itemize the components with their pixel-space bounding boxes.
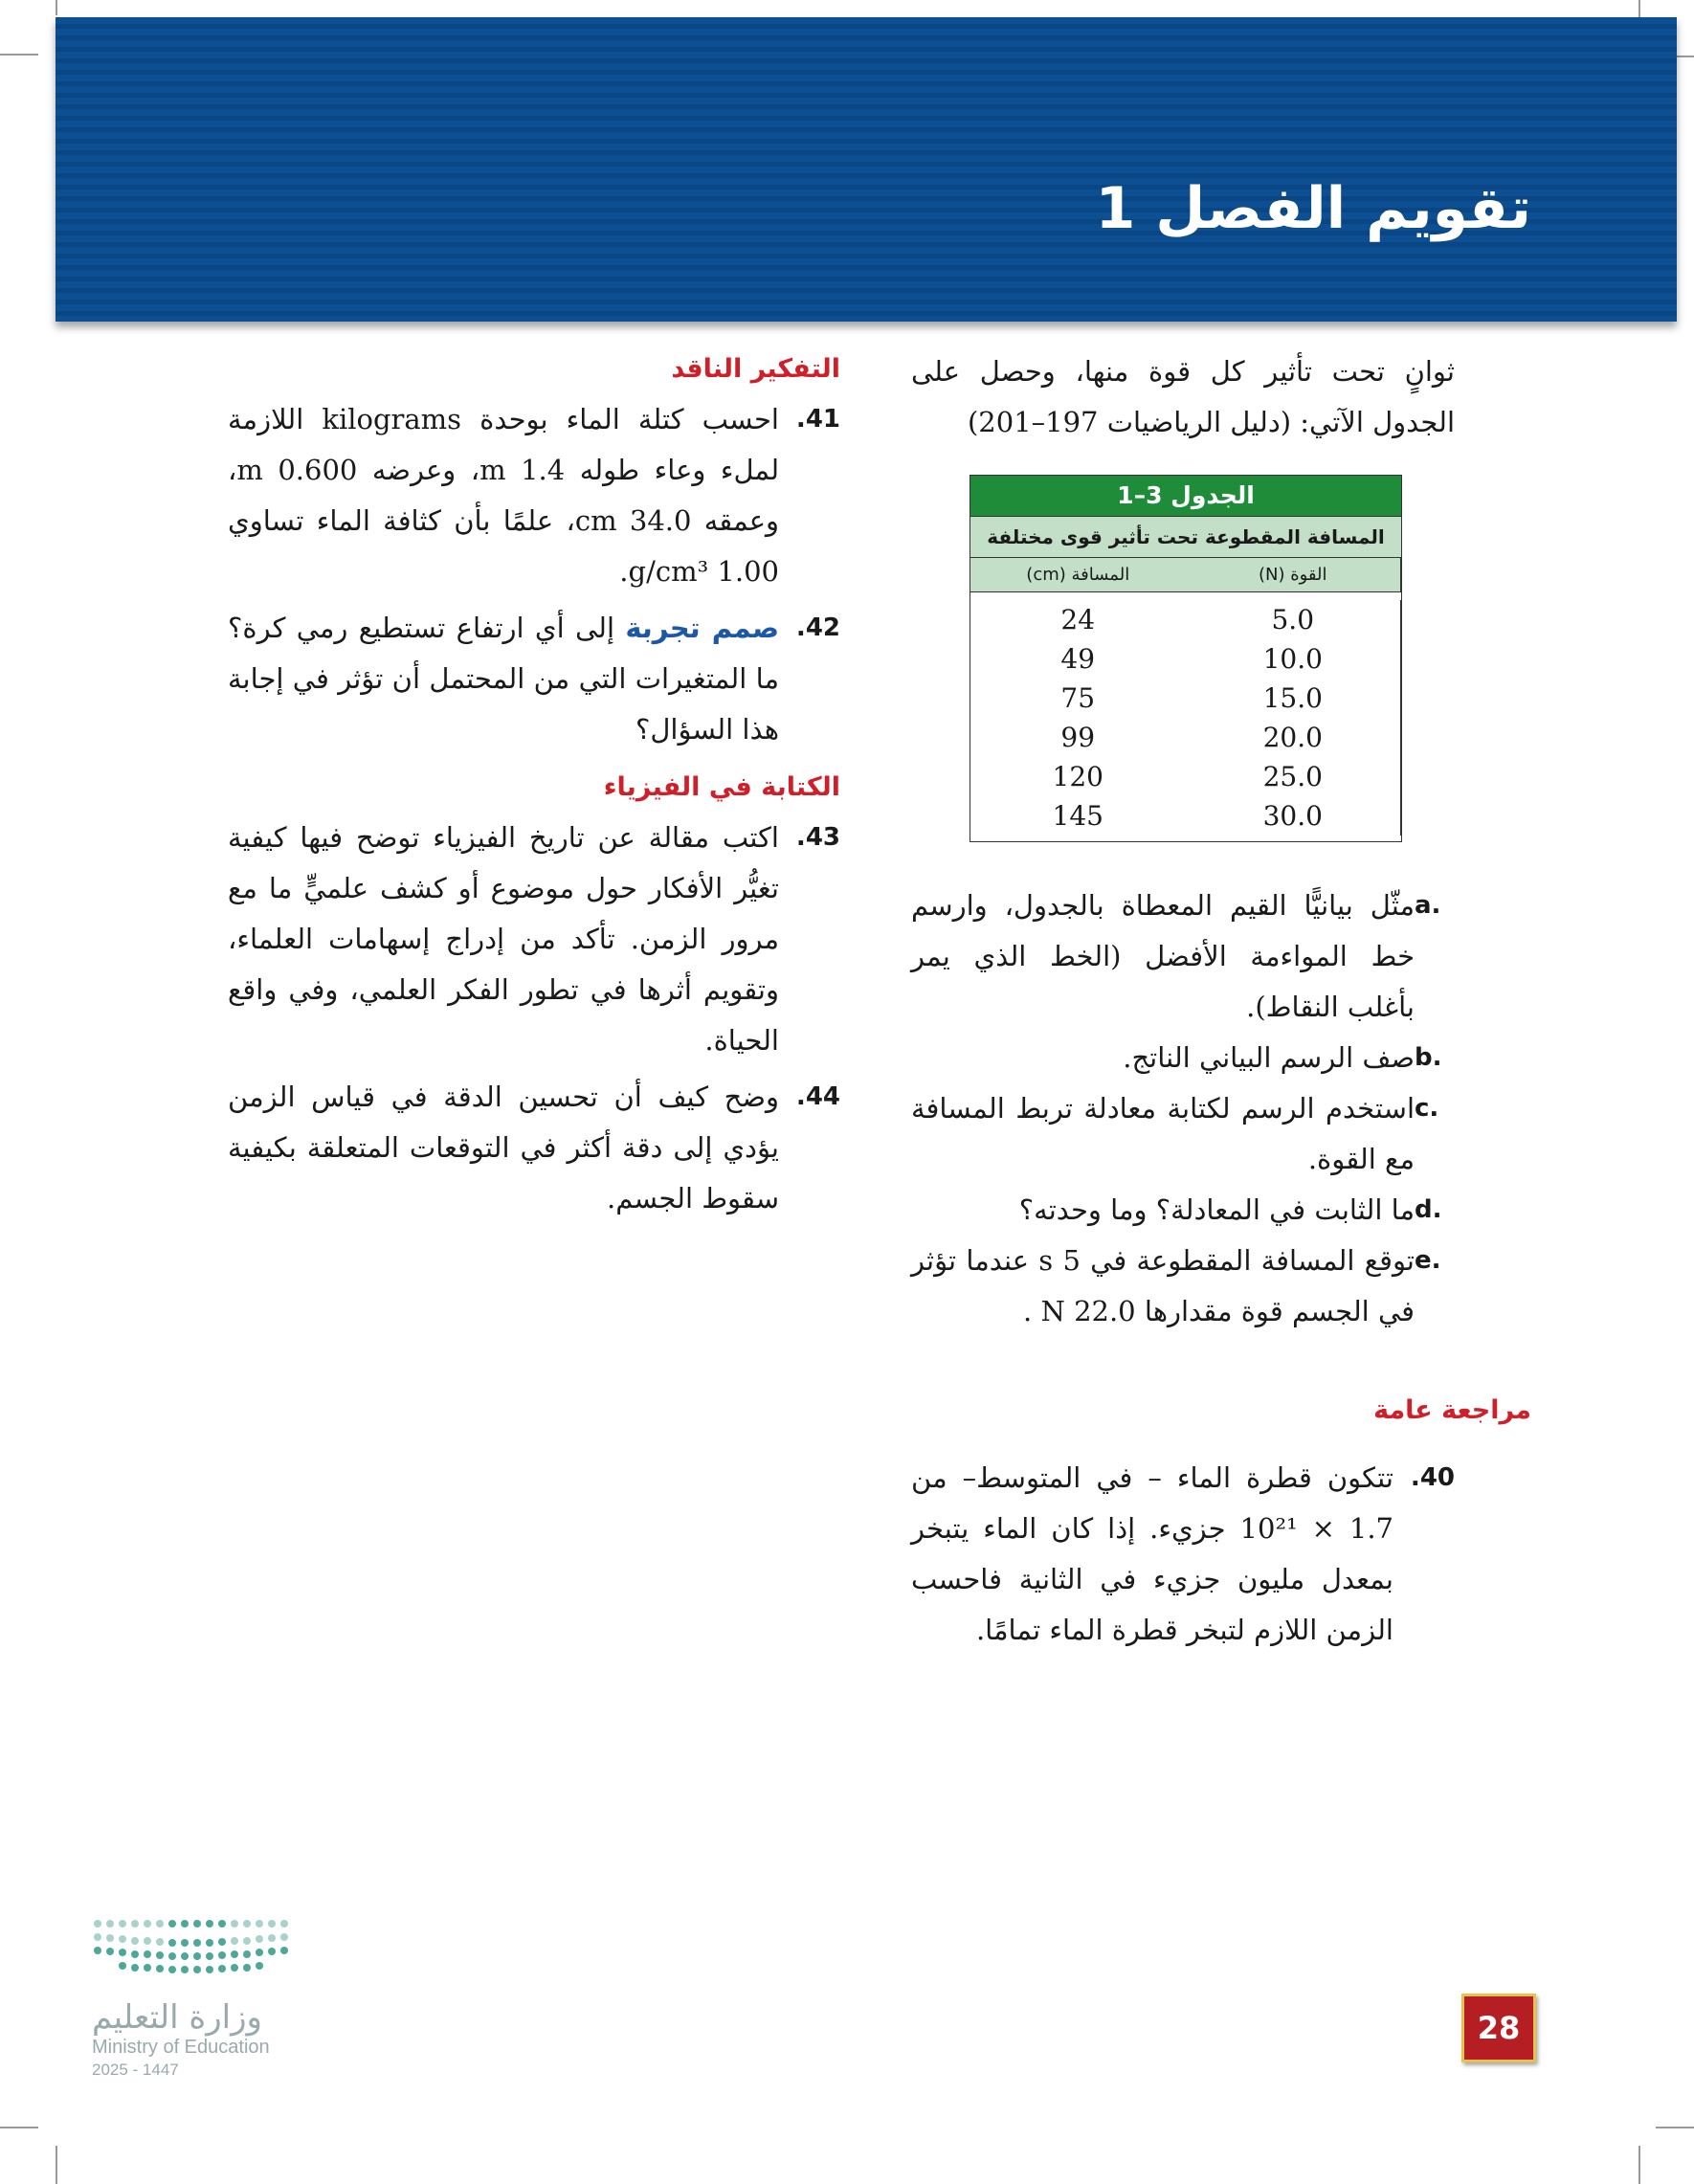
logo-dot <box>168 1920 176 1928</box>
table-cell: 49 <box>1060 643 1096 675</box>
question-40 <box>911 1453 1455 1656</box>
logo-dot <box>156 1951 164 1959</box>
logo-dot <box>280 1933 288 1941</box>
logo-dot <box>181 1939 189 1947</box>
logo-dot <box>131 1950 139 1958</box>
logo-dot <box>256 1935 263 1943</box>
logo-dot <box>144 1964 151 1972</box>
logo-dot <box>181 1920 189 1928</box>
table-header-force: القوة (N) <box>1186 558 1402 591</box>
logo-dot <box>280 1920 288 1928</box>
logo-dot <box>119 1935 126 1943</box>
left-column <box>228 348 840 1224</box>
part-label: d. <box>1415 1195 1442 1224</box>
logo-dot <box>193 1939 201 1947</box>
crop-mark <box>0 2127 38 2128</box>
design-experiment-label: صمم تجربة <box>625 612 779 644</box>
ministry-logo <box>92 1920 322 2080</box>
logo-dot <box>256 1962 263 1970</box>
table-cell: 20.0 <box>1262 722 1323 753</box>
table-subtitle: المسافة المقطوعة تحت تأثير قوى مختلفة <box>970 516 1401 557</box>
table-cell: 120 <box>1052 761 1103 792</box>
question-text <box>228 603 779 755</box>
question-text: وضح كيف أن تحسين الدقة في قياس الزمن يؤدي إلى دقة أكثر في التوقعات المتعلقة بكيفية سقوط الجسم. <box>228 1081 779 1215</box>
part-text: صف الرسم البياني الناتج. <box>1123 1041 1415 1074</box>
logo-dot <box>168 1939 176 1947</box>
chapter-header-banner <box>56 17 1677 322</box>
question-number: 40. <box>1410 1463 1455 1492</box>
table-cell: 25.0 <box>1262 761 1323 792</box>
part-label: c. <box>1415 1094 1439 1123</box>
logo-dot <box>119 1962 126 1970</box>
logo-dot <box>94 1933 101 1941</box>
table-column-distance <box>970 600 1186 836</box>
logo-dot <box>231 1964 238 1972</box>
page-title: تقويم الفصل 1 <box>1095 175 1531 242</box>
question-body: إلى أي ارتفاع تستطيع رمي كرة؟ ما المتغيرات التي من المحتمل أن تؤثر في إجابة هذا السؤال؟ <box>228 612 779 746</box>
data-table <box>970 475 1402 842</box>
crop-mark <box>56 0 57 15</box>
logo-dot <box>206 1952 213 1960</box>
logo-dot <box>131 1920 139 1928</box>
logo-dot <box>243 1950 251 1958</box>
crop-mark <box>56 2146 57 2184</box>
logo-dot <box>193 1952 201 1960</box>
logo-dot <box>231 1920 238 1928</box>
logo-dot <box>231 1950 238 1958</box>
part-text: ما الثابت في المعادلة؟ وما وحدته؟ <box>1018 1193 1415 1226</box>
logo-dot <box>106 1948 114 1955</box>
logo-dot <box>181 1966 189 1973</box>
table-header-distance: المسافة (cm) <box>1026 565 1130 585</box>
table-header-row <box>970 557 1401 591</box>
crop-mark <box>1638 2146 1640 2184</box>
logo-dot <box>168 1966 176 1973</box>
logo-dot <box>156 1938 164 1946</box>
question-number: 44. <box>795 1082 840 1111</box>
edition-year: 2025 - 1447 <box>92 2061 179 2079</box>
part-text: توقع المسافة المقطوعة في 5 s عندما تؤثر في الجسم قوة مقدارها 22.0 N . <box>911 1244 1415 1327</box>
logo-dot <box>243 1920 251 1928</box>
logo-dot <box>144 1937 151 1945</box>
logo-dot <box>193 1966 201 1973</box>
logo-dot <box>156 1965 164 1972</box>
question-text: تتكون قطرة الماء – في المتوسط– من 1.7 × 10²¹ جزيء. إذا كان الماء يتبخر بمعدل مليون جزيء في الثانية فاحسب الزمن اللازم لتبخر قطرة الماء تمامًا. <box>911 1461 1393 1646</box>
logo-dot <box>119 1949 126 1956</box>
logo-dot <box>131 1964 139 1972</box>
table-column-force <box>1186 600 1402 836</box>
logo-dot <box>268 1934 276 1942</box>
table-cell: 30.0 <box>1262 800 1323 832</box>
logo-dot <box>206 1920 213 1928</box>
question-part-e <box>911 1236 1455 1337</box>
logo-dot <box>144 1950 151 1958</box>
part-label: b. <box>1415 1043 1442 1072</box>
logo-dot <box>256 1949 263 1956</box>
logo-dot <box>206 1939 213 1947</box>
question-part-b <box>911 1033 1455 1083</box>
logo-dot <box>231 1937 238 1945</box>
part-label: a. <box>1415 891 1441 920</box>
question-parts <box>911 880 1455 1337</box>
review-heading: مراجعة عامة <box>1373 1395 1531 1425</box>
logo-dot <box>218 1965 226 1972</box>
table-cell: 75 <box>1060 682 1096 714</box>
table-cell: 24 <box>1060 604 1096 635</box>
table-cell: 15.0 <box>1262 682 1323 714</box>
logo-dot <box>156 1920 164 1928</box>
table-cell: 99 <box>1060 722 1096 753</box>
ministry-name-english: Ministry of Education <box>92 2037 270 2058</box>
question-42 <box>228 603 840 755</box>
question-part-a <box>911 880 1455 1033</box>
question-part-c <box>911 1083 1455 1185</box>
right-column <box>911 346 1455 448</box>
question-number: 41. <box>795 405 840 434</box>
logo-dot <box>144 1920 151 1928</box>
table-cell: 145 <box>1052 800 1103 832</box>
question-44 <box>228 1072 840 1224</box>
writing-heading: الكتابة في الفيزياء <box>603 772 840 802</box>
question-number: 43. <box>795 823 840 852</box>
logo-dot <box>181 1952 189 1960</box>
logo-dot <box>268 1948 276 1955</box>
question-43 <box>228 813 840 1066</box>
logo-dot <box>218 1920 226 1928</box>
logo-dot <box>243 1964 251 1972</box>
table-cell: 10.0 <box>1262 643 1323 675</box>
logo-dot <box>218 1951 226 1959</box>
part-text: استخدم الرسم لكتابة معادلة تربط المسافة مع القوة. <box>911 1092 1415 1175</box>
logo-dot <box>268 1920 276 1928</box>
logo-dot <box>168 1952 176 1960</box>
logo-dot <box>206 1966 213 1973</box>
logo-dot <box>94 1947 101 1954</box>
critical-thinking-heading: التفكير الناقد <box>671 354 840 384</box>
logo-dot <box>256 1920 263 1928</box>
question-41 <box>228 394 840 597</box>
question-number: 42. <box>795 613 840 642</box>
page-number: 28 <box>1461 1994 1536 2062</box>
logo-dot <box>193 1920 201 1928</box>
question-text: احسب كتلة الماء بوحدة kilograms اللازمة لملء وعاء طوله 1.4 m، وعرضه 0.600 m، وعمقه 34.0 cm، علمًا بأن كثافة الماء تساوي 1.00 g/cm³. <box>228 403 780 588</box>
logo-dot <box>106 1920 114 1928</box>
crop-mark <box>0 54 38 56</box>
part-text: مثّل بيانيًّا القيم المعطاة بالجدول، وارسم خط المواءمة الأفضل (الخط الذي يمر بأغلب النقاط). <box>911 889 1415 1023</box>
table-title: الجدول 3–1 <box>970 476 1401 516</box>
logo-dot <box>131 1937 139 1945</box>
logo-dot <box>106 1934 114 1942</box>
part-label: e. <box>1415 1246 1441 1275</box>
table-body <box>970 591 1401 841</box>
logo-dot <box>243 1937 251 1945</box>
ministry-name-arabic: وزارة التعليم <box>92 1998 262 2037</box>
logo-dot <box>119 1920 126 1928</box>
question-part-d <box>911 1185 1455 1236</box>
table-cell: 5.0 <box>1271 604 1315 635</box>
crop-mark <box>1656 2127 1694 2128</box>
logo-dot <box>280 1947 288 1954</box>
question-text: اكتب مقالة عن تاريخ الفيزياء توضح فيها كيفية تغيُّر الأفكار حول موضوع أو كشف علميٍّ ما مع مرور الزمن. تأكد من إدراج إسهامات العلماء، وتقويم أثرها في تطور الفكر العلمي، وفي واقع الحياة. <box>228 821 779 1057</box>
logo-dot <box>218 1938 226 1946</box>
logo-dot <box>94 1920 101 1928</box>
intro-text: ثوانٍ تحت تأثير كل قوة منها، وحصل على الجدول الآتي: (دليل الرياضيات 197–201) <box>911 355 1455 438</box>
logo-dot-pattern <box>94 1920 304 1981</box>
